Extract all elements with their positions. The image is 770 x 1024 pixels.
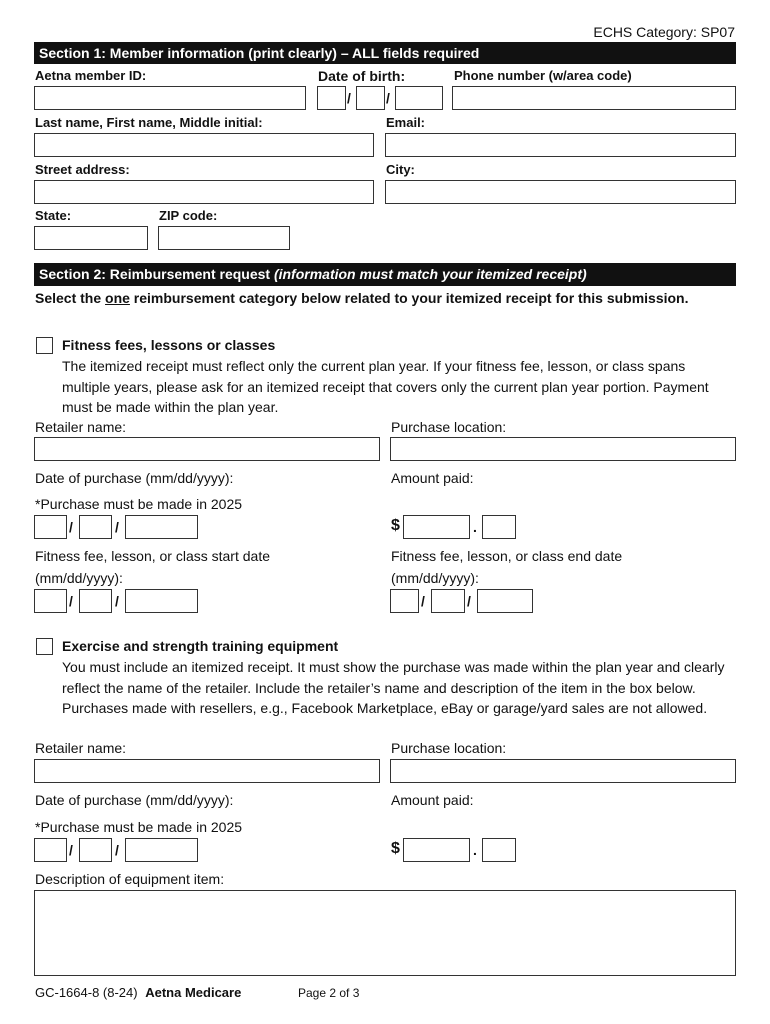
equipment-title: Exercise and strength training equipment	[62, 638, 339, 654]
fitness-end-label: Fitness fee, lesson, or class end date	[391, 548, 623, 564]
equipment-retailer-label: Retailer name:	[35, 740, 127, 756]
equipment-amount-label: Amount paid:	[391, 792, 474, 808]
dob-label: Date of birth:	[318, 68, 406, 84]
fitness-amount-dollars[interactable]	[403, 515, 470, 539]
street-label: Street address:	[35, 162, 130, 177]
section1-title: Section 1: Member information (print clearly) – ALL fields required	[34, 42, 736, 64]
fitness-amount-cents[interactable]	[482, 515, 516, 539]
fitness-purchase-day[interactable]	[79, 515, 112, 539]
equipment-date-note: *Purchase must be made in 2025	[35, 819, 243, 835]
dob-slash: /	[386, 90, 390, 106]
fitness-end-year[interactable]	[477, 589, 533, 613]
slash: /	[69, 519, 73, 535]
slash: /	[421, 593, 425, 609]
fitness-text: The itemized receipt must reflect only the current plan year. If your fitness fee, lesson, or class spans multiple years, please ask for an itemized receipt that covers only the current plan year portion. Payment must be made within the plan year.	[62, 358, 709, 415]
dob-month-input[interactable]	[317, 86, 346, 110]
name-input[interactable]	[34, 133, 374, 157]
dob-slash: /	[347, 90, 351, 106]
fitness-purchase-month[interactable]	[34, 515, 67, 539]
email-input[interactable]	[385, 133, 736, 157]
form-code: GC-1664-8 (8-24)	[35, 985, 138, 1000]
equipment-text: You must include an itemized receipt. It must show the purchase was made within the plan year and clearly reflect the name of the retailer. Include the retailer’s name and description of the item in the box below. Purchases made with resellers, e.g., Facebook Marketplace, eBay or garage/yard sales are not allowed.	[62, 659, 725, 716]
phone-label: Phone number (w/area code)	[454, 68, 632, 83]
member-id-input[interactable]	[34, 86, 306, 110]
fitness-title: Fitness fees, lessons or classes	[62, 337, 276, 353]
footer	[35, 985, 241, 1000]
intro-pre: Select the	[35, 290, 106, 306]
slash: /	[69, 842, 73, 858]
intro-post: reimbursement category below related to your itemized receipt for this submission.	[129, 290, 689, 306]
echs-category: ECHS Category: SP07	[593, 24, 735, 40]
fitness-retailer-label: Retailer name:	[35, 419, 127, 435]
section2-title-text: Section 2: Reimbursement request	[39, 266, 271, 282]
fitness-retailer-input[interactable]	[34, 437, 380, 461]
equipment-description-input[interactable]	[34, 890, 736, 976]
dob-day-input[interactable]	[356, 86, 385, 110]
section2-title	[34, 263, 736, 286]
city-label: City:	[386, 162, 415, 177]
equipment-amount-cents[interactable]	[482, 838, 516, 862]
equipment-purchase-month[interactable]	[34, 838, 67, 862]
city-input[interactable]	[385, 180, 736, 204]
fitness-end-month[interactable]	[390, 589, 419, 613]
slash: /	[115, 842, 119, 858]
dollar-sign: $	[391, 517, 400, 534]
name-label: Last name, First name, Middle initial:	[35, 115, 263, 130]
equipment-location-input[interactable]	[390, 759, 736, 783]
fitness-amount-label: Amount paid:	[391, 470, 474, 486]
phone-input[interactable]	[452, 86, 736, 110]
equipment-purchase-day[interactable]	[79, 838, 112, 862]
fitness-start-month[interactable]	[34, 589, 67, 613]
page-number: Page 2 of 3	[298, 986, 360, 1000]
slash: /	[69, 593, 73, 609]
slash: /	[115, 593, 119, 609]
fitness-end-format: (mm/dd/yyyy):	[391, 570, 479, 586]
intro-emph: one	[105, 290, 130, 306]
zip-label: ZIP code:	[159, 208, 218, 223]
fitness-location-label: Purchase location:	[391, 419, 507, 435]
email-label: Email:	[386, 115, 426, 130]
fitness-end-day[interactable]	[431, 589, 465, 613]
equipment-retailer-input[interactable]	[34, 759, 380, 783]
equipment-description-label: Description of equipment item:	[35, 871, 225, 887]
fitness-start-day[interactable]	[79, 589, 112, 613]
fitness-start-format: (mm/dd/yyyy):	[35, 570, 123, 586]
slash: /	[467, 593, 471, 609]
decimal-point: .	[473, 842, 477, 858]
fitness-date-label: Date of purchase (mm/dd/yyyy):	[35, 470, 234, 486]
fitness-location-input[interactable]	[390, 437, 736, 461]
dob-year-input[interactable]	[395, 86, 443, 110]
equipment-amount-dollars[interactable]	[403, 838, 470, 862]
zip-input[interactable]	[158, 226, 290, 250]
section2-title-note: (information must match your itemized receipt)	[273, 266, 587, 282]
fitness-start-label: Fitness fee, lesson, or class start date	[35, 548, 270, 564]
slash: /	[115, 519, 119, 535]
member-id-label: Aetna member ID:	[35, 68, 147, 83]
fitness-checkbox[interactable]	[36, 337, 53, 354]
street-input[interactable]	[34, 180, 374, 204]
section2-intro	[35, 288, 715, 309]
fitness-date-note: *Purchase must be made in 2025	[35, 496, 243, 512]
fitness-purchase-year[interactable]	[125, 515, 198, 539]
equipment-date-label: Date of purchase (mm/dd/yyyy):	[35, 792, 234, 808]
fitness-start-year[interactable]	[125, 589, 198, 613]
brand-name: Aetna Medicare	[145, 985, 242, 1000]
decimal-point: .	[473, 519, 477, 535]
dollar-sign: $	[391, 840, 400, 857]
equipment-purchase-year[interactable]	[125, 838, 198, 862]
equipment-checkbox[interactable]	[36, 638, 53, 655]
state-input[interactable]	[34, 226, 148, 250]
state-label: State:	[35, 208, 72, 223]
equipment-location-label: Purchase location:	[391, 740, 507, 756]
